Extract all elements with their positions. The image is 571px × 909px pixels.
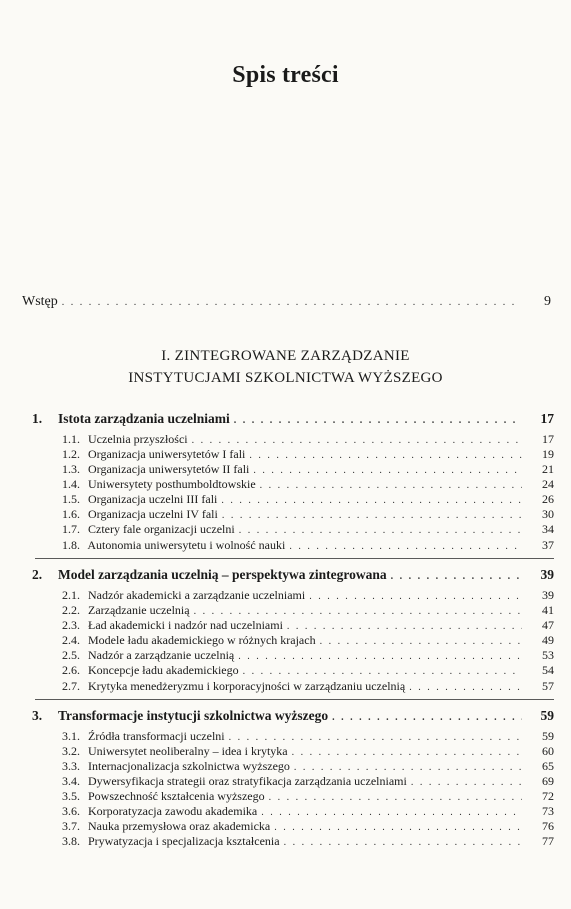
chapter-number: 1. xyxy=(32,411,43,426)
toc-entry-label: Wstęp xyxy=(22,294,58,309)
dot-leader xyxy=(62,297,519,308)
dot-leader xyxy=(234,415,522,426)
section-entry: 2.1. Nadzór akademicki a zarządzanie uczelniami . . . 39 xyxy=(62,588,554,603)
section-entry: 1.3. Organizacja uniwersytetów II fali . . . 21 xyxy=(62,462,554,477)
chapter-title: Model zarządzania uczelnią – perspektywa zintegrowana xyxy=(58,567,387,582)
section-entry: 2.3. Ład akademicki i nadzór nad uczelniami . . . 47 xyxy=(62,618,554,633)
section-entry: 3.1. Źródła transformacji uczelni . . . 59 xyxy=(62,729,554,744)
section-entry: 1.4. Uniwersytety posthumboldtowskie . . . 24 xyxy=(62,477,554,492)
section-entry: 3.5. Powszechność kształcenia wyższego . . . 72 xyxy=(62,789,554,804)
chapter-heading xyxy=(32,411,554,427)
section-entry: 1.7. Cztery fale organizacji uczelni . . . 34 xyxy=(62,522,554,537)
section-entry: 2.4. Modele ładu akademickiego w różnych krajach . . . 49 xyxy=(62,633,554,648)
chapter-number: 3. xyxy=(32,708,43,723)
toc-page-number: 59 xyxy=(540,708,554,723)
chapter-title: Istota zarządzania uczelniami xyxy=(58,411,230,426)
section-entry: 3.7. Nauka przemysłowa oraz akademicka . . . 76 xyxy=(62,819,554,834)
chapter-number: 2. xyxy=(32,567,43,582)
dot-leader xyxy=(332,712,522,723)
section-entry: 3.6. Korporatyzacja zawodu akademika . . . 73 xyxy=(62,804,554,819)
chapter-title: Transformacje instytucji szkolnictwa wyższego xyxy=(58,708,329,723)
section-entry: 3.8. Prywatyzacja i specjalizacja kształcenia . . . 77 xyxy=(62,834,554,849)
section-entry: 3.2. Uniwersytet neoliberalny – idea i krytyka . . . 60 xyxy=(62,744,554,759)
section-divider xyxy=(35,558,554,559)
toc-page-number: 39 xyxy=(540,567,554,582)
page-title: Spis treści xyxy=(232,62,339,88)
section-divider xyxy=(35,699,554,700)
section-entry: 2.2. Zarządzanie uczelnią . . . 41 xyxy=(62,603,554,618)
part-heading-line-2: INSTYTUCJAMI SZKOLNICTWA WYŻSZEGO xyxy=(128,370,443,386)
section-entry: 2.7. Krytyka menedżeryzmu i korporacyjności w zarządzaniu uczelnią . . . 57 xyxy=(62,679,554,694)
toc-page-number: 9 xyxy=(544,294,551,309)
dot-leader xyxy=(391,571,522,582)
section-entry: 2.5. Nadzór a zarządzanie uczelnią . . . 53 xyxy=(62,648,554,663)
section-entry: 1.1. Uczelnia przyszłości . . . 17 xyxy=(62,432,554,447)
section-entry: 2.6. Koncepcje ładu akademickiego . . . 54 xyxy=(62,663,554,678)
toc-entry-intro xyxy=(22,294,551,310)
toc-page-number: 17 xyxy=(540,411,554,426)
section-entry: 1.2. Organizacja uniwersytetów I fali . . . 19 xyxy=(62,447,554,462)
section-entry: 3.4. Dywersyfikacja strategii oraz stratyfikacja zarządzania uczelniami . . . 69 xyxy=(62,774,554,789)
part-heading-line-1: I. ZINTEGROWANE ZARZĄDZANIE xyxy=(161,348,410,364)
section-entry: 1.5. Organizacja uczelni III fali . . . 26 xyxy=(62,492,554,507)
section-entry: 1.8. Autonomia uniwersytetu i wolność nauki . . . 37 xyxy=(62,538,554,553)
chapter-heading xyxy=(32,708,554,724)
section-entry: 3.3. Internacjonalizacja szkolnictwa wyższego . . . 65 xyxy=(62,759,554,774)
section-entry: 1.6. Organizacja uczelni IV fali . . . 30 xyxy=(62,507,554,522)
chapter-heading xyxy=(32,567,554,583)
